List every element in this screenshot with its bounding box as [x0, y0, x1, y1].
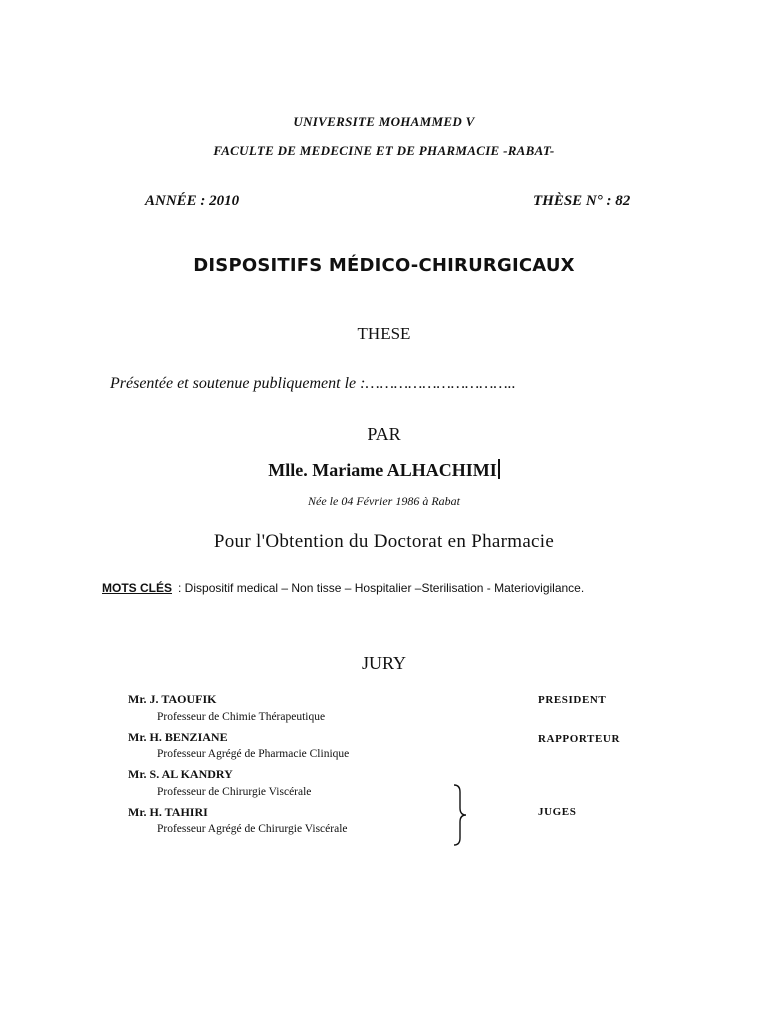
- presentation-line: Présentée et soutenue publiquement le :…………………………..: [110, 375, 516, 392]
- keywords-label: MOTS CLÉS: [102, 581, 173, 595]
- thesis-number: THÈSE N° : 82: [533, 193, 631, 209]
- jury-member-title: Professeur de Chirurgie Viscérale: [157, 786, 312, 798]
- text-cursor: [498, 459, 500, 479]
- author-birth: Née le 04 Février 1986 à Rabat: [308, 494, 460, 508]
- faculty-name: FACULTE DE MEDECINE ET DE PHARMACIE -RABAT-: [213, 143, 555, 158]
- jury-member-title: Professeur Agrégé de Pharmacie Clinique: [157, 748, 350, 760]
- jury-member-name: Mr. S. AL KANDRY: [128, 767, 233, 781]
- keywords-text: : Dispositif medical – Non tisse – Hospitalier –Sterilisation - Materiovigilance.: [178, 581, 585, 595]
- jury-member-name: Mr. J. TAOUFIK: [128, 692, 217, 706]
- right-brace-icon: [452, 784, 468, 846]
- par-label: PAR: [367, 424, 401, 444]
- jury-member-role: PRESIDENT: [538, 694, 607, 706]
- academic-year: ANNÉE : 2010: [145, 193, 240, 209]
- degree-line: Pour l'Obtention du Doctorat en Pharmacie: [213, 531, 555, 552]
- thesis-title: DISPOSITIFS MÉDICO-CHIRURGICAUX: [193, 255, 575, 276]
- author-name: Mlle. Mariame ALHACHIMI: [268, 460, 497, 480]
- jury-member-name: Mr. H. BENZIANE: [128, 730, 228, 744]
- jury-member-role: RAPPORTEUR: [538, 733, 621, 745]
- author-line: [0, 459, 768, 481]
- keywords-line: [102, 581, 584, 595]
- document-type: THESE: [357, 324, 411, 343]
- university-name: UNIVERSITE MOHAMMED V: [293, 114, 475, 129]
- jury-member-name: Mr. H. TAHIRI: [128, 805, 208, 819]
- judges-label: JUGES: [538, 806, 577, 818]
- jury-title: JURY: [361, 653, 406, 673]
- jury-member-title: Professeur de Chimie Thérapeutique: [157, 711, 326, 723]
- jury-member-title: Professeur Agrégé de Chirurgie Viscérale: [157, 823, 348, 835]
